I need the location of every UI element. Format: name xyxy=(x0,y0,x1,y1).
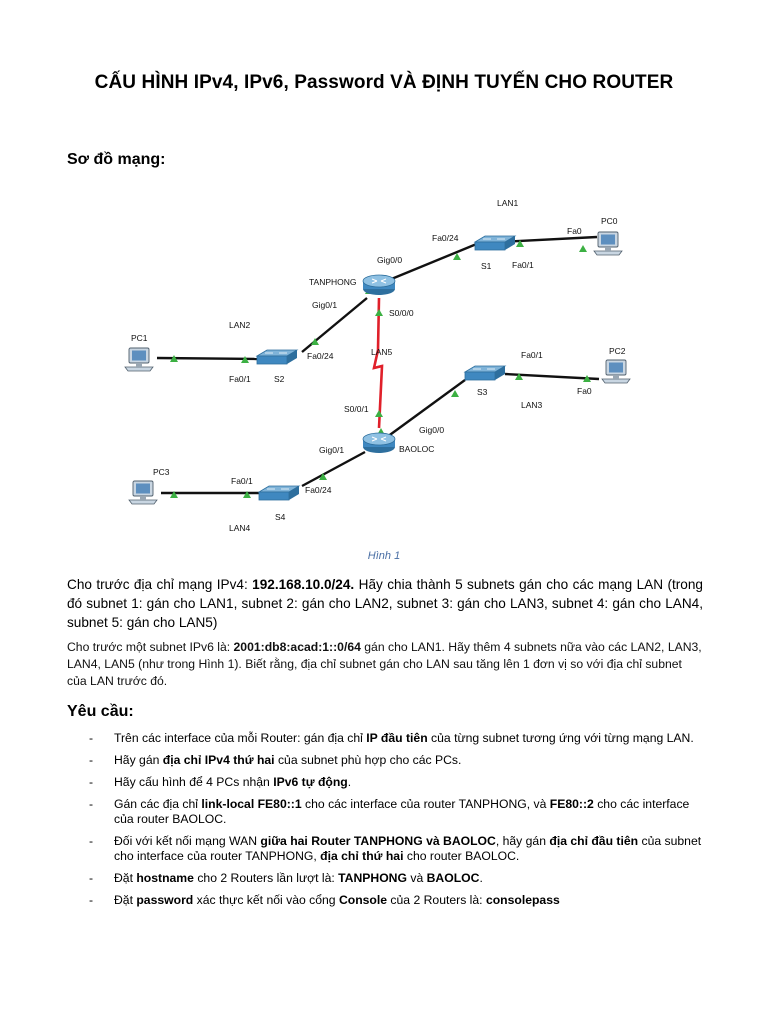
req-text: Đặt xyxy=(114,871,137,885)
switch-s4-icon xyxy=(259,486,299,500)
pc0-icon xyxy=(594,232,622,255)
req-bold: TANPHONG xyxy=(338,871,407,885)
list-item xyxy=(67,731,707,746)
para1-text-2: Hãy chia thành 5 subnets gán cho các mạng LAN (trong đó subnet 1: gán cho LAN1, subnet 2: gán cho LAN2, subnet 3: gán cho LAN3, subnet 4: gán cho LAN4, subnet 5: gán cho LAN5) xyxy=(67,577,703,630)
req-text: cho router BAOLOC. xyxy=(403,849,520,863)
link-baoloc-s4 xyxy=(302,452,365,486)
req-bold: IP đầu tiên xyxy=(366,731,428,745)
req-text: của subnet cho interface của router TANPHONG, xyxy=(114,834,702,863)
pc3-icon xyxy=(129,481,157,504)
label-pc2-fa0: Fa0 xyxy=(577,386,592,396)
req-text: , hãy gán xyxy=(495,834,550,848)
label-s1: S1 xyxy=(481,261,492,271)
switch-s2-icon xyxy=(257,350,297,364)
req-bold: địa chỉ thứ hai xyxy=(320,849,404,863)
list-item xyxy=(67,775,707,790)
label-tp-gig00: Gig0/0 xyxy=(377,255,403,265)
router-tanphong-icon xyxy=(363,275,395,295)
label-s2-fa01: Fa0/1 xyxy=(229,374,251,384)
ipv6-subnet-address: 2001:db8:acad:1::0/64 xyxy=(233,640,361,654)
label-lan5: LAN5 xyxy=(371,347,393,357)
label-s4-fa01: Fa0/1 xyxy=(231,476,253,486)
label-tp-gig01: Gig0/1 xyxy=(312,300,338,310)
list-dash: - xyxy=(89,834,94,848)
pc2-icon xyxy=(602,360,630,383)
link-s1-tanphong xyxy=(389,243,479,280)
diagram-heading: Sơ đồ mạng: xyxy=(67,151,166,168)
list-dash: - xyxy=(89,893,94,907)
list-dash: - xyxy=(89,753,94,767)
req-text: Gán các địa chỉ xyxy=(114,797,202,811)
req-bold: IPv6 tự động xyxy=(273,775,348,789)
label-s1-fa01: Fa0/1 xyxy=(512,260,534,270)
list-item xyxy=(67,871,707,886)
para1-text-1: Cho trước địa chỉ mạng IPv4: xyxy=(67,577,253,592)
req-text: Đối với kết nối mạng WAN xyxy=(114,834,261,848)
req-text: cho các interface của router TANPHONG, và xyxy=(301,797,550,811)
req-text: cho 2 Routers lần lượt là: xyxy=(193,871,339,885)
req-bold: Console xyxy=(338,893,388,907)
req-text: xác thực kết nối vào cổng xyxy=(193,893,339,907)
label-bl-s001: S0/0/1 xyxy=(344,404,369,414)
list-item xyxy=(67,797,707,827)
req-text: Hãy cấu hình để 4 PCs nhận xyxy=(114,775,274,789)
switch-s3-icon xyxy=(465,366,505,380)
req-bold: FE80::2 xyxy=(549,797,594,811)
list-item xyxy=(67,893,707,908)
label-pc0: PC0 xyxy=(601,216,618,226)
label-s2-fa024: Fa0/24 xyxy=(307,351,334,361)
req-bold: password xyxy=(136,893,194,907)
router-baoloc-icon xyxy=(363,433,395,453)
req-bold: hostname xyxy=(136,871,194,885)
req-text: Đặt xyxy=(114,893,137,907)
list-item xyxy=(67,834,707,864)
req-text: của subnet phù hợp cho các PCs. xyxy=(274,753,462,767)
list-dash: - xyxy=(89,731,94,745)
para2-text-1: Cho trước một subnet IPv6 là: xyxy=(67,640,234,654)
req-bold: địa chỉ IPv4 thứ hai xyxy=(162,753,275,767)
req-bold: BAOLOC xyxy=(426,871,480,885)
list-dash: - xyxy=(89,871,94,885)
document-title: CẤU HÌNH IPv4, IPv6, Password VÀ ĐỊNH TUYẾN CHO ROUTER xyxy=(94,72,674,93)
req-text: và xyxy=(406,871,427,885)
label-pc0-fa0: Fa0 xyxy=(567,226,582,236)
req-text: Trên các interface của mỗi Router: gán địa chỉ xyxy=(114,731,367,745)
label-lan1: LAN1 xyxy=(497,198,519,208)
req-bold: địa chỉ đầu tiên xyxy=(549,834,639,848)
label-lan2: LAN2 xyxy=(229,320,251,330)
switch-s1-icon xyxy=(475,236,515,250)
network-diagram xyxy=(117,190,652,542)
requirements-heading: Yêu cầu: xyxy=(67,703,134,720)
label-tanphong: TANPHONG xyxy=(309,277,357,287)
req-text: của từng subnet tương ứng với từng mạng LAN. xyxy=(427,731,694,745)
label-lan4: LAN4 xyxy=(229,523,251,533)
list-dash: - xyxy=(89,797,94,811)
req-text: cho các interface của router BAOLOC. xyxy=(114,797,690,826)
link-wan-red xyxy=(374,298,382,428)
pc1-icon xyxy=(125,348,153,371)
req-text: . xyxy=(347,775,352,789)
label-s2: S2 xyxy=(274,374,285,384)
para2-text-2: gán cho LAN1. Hãy thêm 4 subnets nữa vào các LAN2, LAN3, LAN4, LAN5 (như trong Hình 1). Biết rằng, địa chỉ subnet gán cho LAN sau tăng lên 1 đơn vị so với địa chỉ subnet của LAN trước đó. xyxy=(67,640,702,688)
label-baoloc: BAOLOC xyxy=(399,444,435,454)
label-s3-fa01: Fa0/1 xyxy=(521,350,543,360)
label-lan3: LAN3 xyxy=(521,400,543,410)
label-pc1: PC1 xyxy=(131,333,148,343)
req-text: . xyxy=(479,871,483,885)
label-s4: S4 xyxy=(275,512,286,522)
req-text: Hãy gán xyxy=(114,753,163,767)
label-bl-gig00: Gig0/0 xyxy=(419,425,445,435)
ipv6-instruction-paragraph xyxy=(67,639,703,690)
ipv4-network-address: 192.168.10.0/24. xyxy=(252,577,355,592)
label-s4-fa024: Fa0/24 xyxy=(305,485,332,495)
ipv4-instruction-paragraph xyxy=(67,575,703,632)
label-tp-s000: S0/0/0 xyxy=(389,308,414,318)
list-item xyxy=(67,753,707,768)
requirements-list xyxy=(67,731,707,915)
label-pc2: PC2 xyxy=(609,346,626,356)
req-text: của 2 Routers là: xyxy=(387,893,486,907)
list-dash: - xyxy=(89,775,94,789)
req-bold: giữa hai Router TANPHONG và BAOLOC xyxy=(260,834,496,848)
req-bold: link-local FE80::1 xyxy=(201,797,302,811)
label-s1-fa024: Fa0/24 xyxy=(432,233,459,243)
req-bold: consolepass xyxy=(485,893,560,907)
label-bl-gig01: Gig0/1 xyxy=(319,445,345,455)
label-s3: S3 xyxy=(477,387,488,397)
label-pc3: PC3 xyxy=(153,467,170,477)
figure-caption: Hình 1 xyxy=(367,550,401,562)
